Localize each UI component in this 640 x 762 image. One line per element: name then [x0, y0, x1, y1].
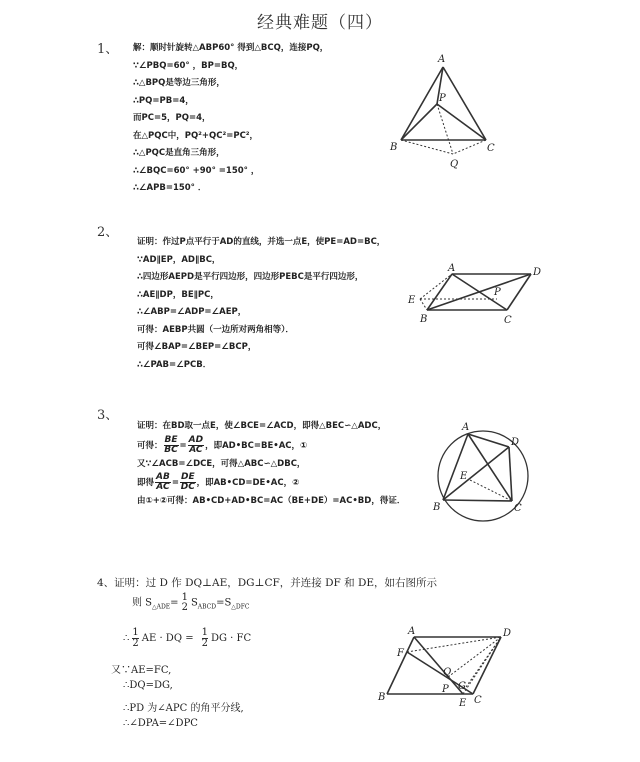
problem-3-solution: [137, 418, 405, 511]
label-A: A: [462, 422, 470, 433]
solution-line: ∴∠ABP=∠ADP=∠AEP，: [137, 307, 247, 317]
label-Q: Q: [450, 159, 459, 170]
label-D: D: [533, 267, 542, 278]
solution-line: ∴PQ=PB=4，: [133, 95, 194, 106]
text: AE · DQ =: [141, 633, 194, 644]
edge-BD: [427, 274, 531, 310]
numerator: AB: [156, 472, 170, 482]
numerator: BE: [164, 434, 178, 445]
label-P: P: [442, 684, 449, 695]
fraction-ab-ac: [155, 473, 171, 492]
edge-BC: [443, 500, 512, 501]
label-B: B: [390, 142, 398, 153]
label-B: B: [378, 692, 386, 703]
text: 则 S: [132, 597, 153, 609]
edge-AE: [414, 637, 463, 694]
numerator: 1: [132, 627, 139, 638]
label-Q: Q: [443, 667, 452, 678]
denominator: AC: [156, 482, 170, 492]
solution-line: 可得∠BAP=∠BEP=∠BCP，: [137, 342, 257, 352]
subscript: △ADE: [152, 603, 171, 611]
denominator: BC: [164, 444, 178, 455]
area-equation: [132, 593, 249, 613]
problem-3-figure: [420, 410, 550, 525]
fraction-be-bc: [164, 436, 179, 455]
label-A: A: [448, 263, 456, 274]
edge-DG: [466, 637, 501, 687]
problem-2-figure: [400, 262, 550, 332]
text: ，即AD•BC=BE•AC，①: [205, 440, 308, 451]
edge-EA: [420, 274, 452, 299]
problem-3-number: 3、: [97, 408, 119, 423]
edge-AB: [427, 274, 452, 310]
denominator: AC: [189, 444, 203, 455]
solution-line: 又∵∠ACB=∠DCE，可得△ABC∽△DBC，: [137, 458, 306, 469]
label-D: D: [511, 437, 520, 448]
solution-line: 可得：AEBP共圆（一边所对两角相等）．: [137, 324, 294, 335]
solution-line: ∴PD 为∠APC 的角平分线,: [123, 703, 244, 714]
solution-line: ∴△PQC是直角三角形，: [133, 148, 225, 158]
solution-line: ∴四边形AEPD是平行四边形，四边形PEBC是平行四边形，: [137, 272, 364, 282]
equals: =: [170, 597, 179, 609]
label-C: C: [504, 315, 512, 326]
solution-line: ∴AE∥DP，BE∥PC，: [137, 289, 219, 300]
label-B: B: [433, 502, 441, 513]
solution-line: 解：顺时针旋转△ABP60° 得到△BCQ，连接PQ，: [133, 43, 329, 53]
subscript: △DFC: [231, 603, 250, 611]
edge-DC: [507, 274, 531, 310]
equals: =: [171, 478, 179, 488]
equals: =: [179, 440, 187, 451]
label-E: E: [459, 698, 467, 709]
solution-line: 而PC=5，PQ=4，: [133, 113, 211, 123]
fraction-half: [182, 593, 188, 613]
text: S: [190, 597, 198, 609]
problem-1-number: 1、: [97, 42, 119, 57]
numerator: 1: [201, 627, 208, 638]
edge-AC: [443, 67, 486, 140]
edge-DC: [473, 637, 501, 694]
label-C: C: [514, 503, 522, 514]
solution-line: ∴∠APB=150° ．: [133, 183, 207, 193]
solution-line: 在△PQC中，PQ²+QC²=PC²，: [133, 130, 259, 141]
solution-line: ∵∠PBQ=60° ，BP=BQ，: [133, 60, 244, 71]
problem-4-figure: [370, 625, 520, 710]
label-P: P: [439, 93, 446, 104]
solution-line: ∴DQ=DG,: [123, 680, 173, 691]
solution-line: 证明：作过P点平行于AD的直线，并选一点E，使PE=AD=BC，: [137, 237, 386, 247]
solution-line-fraction: [137, 473, 405, 493]
edge-PQ: [437, 104, 453, 154]
label-G: G: [458, 681, 466, 692]
page-title: 经典难题（四）: [257, 13, 383, 33]
fraction-half: [202, 628, 208, 649]
label-E: E: [460, 471, 468, 482]
numerator: DE: [180, 472, 195, 482]
denominator: DC: [180, 482, 195, 492]
denominator: 2: [201, 638, 208, 649]
label-A: A: [438, 54, 446, 65]
solution-line: ∴∠DPA=∠DPC: [123, 718, 198, 729]
fraction-ad-ac: [188, 436, 204, 455]
problem-2-solution: [137, 234, 385, 374]
label-C: C: [474, 695, 482, 706]
edge-CQ: [453, 140, 486, 154]
numerator: 1: [181, 592, 188, 603]
edge-AB: [387, 637, 414, 694]
solution-line-fraction: [137, 436, 405, 456]
text: ，即AB•CD=DE•AC，②: [196, 478, 300, 488]
therefore-symbol: ∴: [123, 633, 130, 644]
solution-line: 又∵AE=FC,: [111, 665, 172, 676]
edge-PC: [437, 104, 486, 140]
label-D: D: [503, 628, 512, 639]
edge-DE: [463, 637, 501, 694]
numerator: AD: [188, 434, 204, 445]
solution-line: 由①+②可得：AB•CD+AD•BC=AC（BE+DE）=AC•BD，得证．: [137, 496, 406, 506]
fraction-half: [132, 628, 138, 649]
denominator: 2: [132, 638, 139, 649]
fraction-de-dc: [180, 473, 196, 492]
label-A: A: [408, 626, 416, 637]
problem-1-figure: [380, 40, 520, 180]
edge-DP: [448, 637, 501, 677]
edge-DC: [509, 447, 512, 501]
text: DG · FC: [210, 633, 252, 644]
text: 可得：: [137, 440, 163, 451]
problem-4-heading: 4、证明：过 D 作 DQ⊥AE，DG⊥CF，并连接 DF 和 DE，如右图所示: [97, 577, 438, 589]
product-equation: [123, 628, 251, 649]
label-P: P: [494, 287, 501, 298]
solution-line: ∴△BPQ是等边三角形，: [133, 78, 225, 88]
subscript: ABCD: [197, 603, 217, 611]
edge-AC: [468, 434, 512, 501]
label-E: E: [408, 295, 416, 306]
solution-line: ∵AD∥EP，AD∥BC，: [137, 254, 221, 265]
edge-BQ: [401, 140, 453, 154]
problem-2-number: 2、: [97, 225, 119, 240]
edge-EB: [420, 299, 427, 310]
solution-line: ∴∠PAB=∠PCB．: [137, 359, 212, 370]
label-F: F: [397, 648, 404, 659]
problem-1-solution: [133, 40, 328, 198]
label-B: B: [420, 314, 428, 325]
text: =S: [216, 597, 232, 609]
label-C: C: [487, 143, 495, 154]
text: 即得: [137, 478, 155, 488]
solution-line: ∴∠BQC=60° +90° =150° ，: [133, 165, 260, 176]
denominator: 2: [181, 602, 188, 613]
solution-line: 证明：在BD取一点E，使∠BCE=∠ACD，即得△BEC∽△ADC，: [137, 421, 387, 431]
